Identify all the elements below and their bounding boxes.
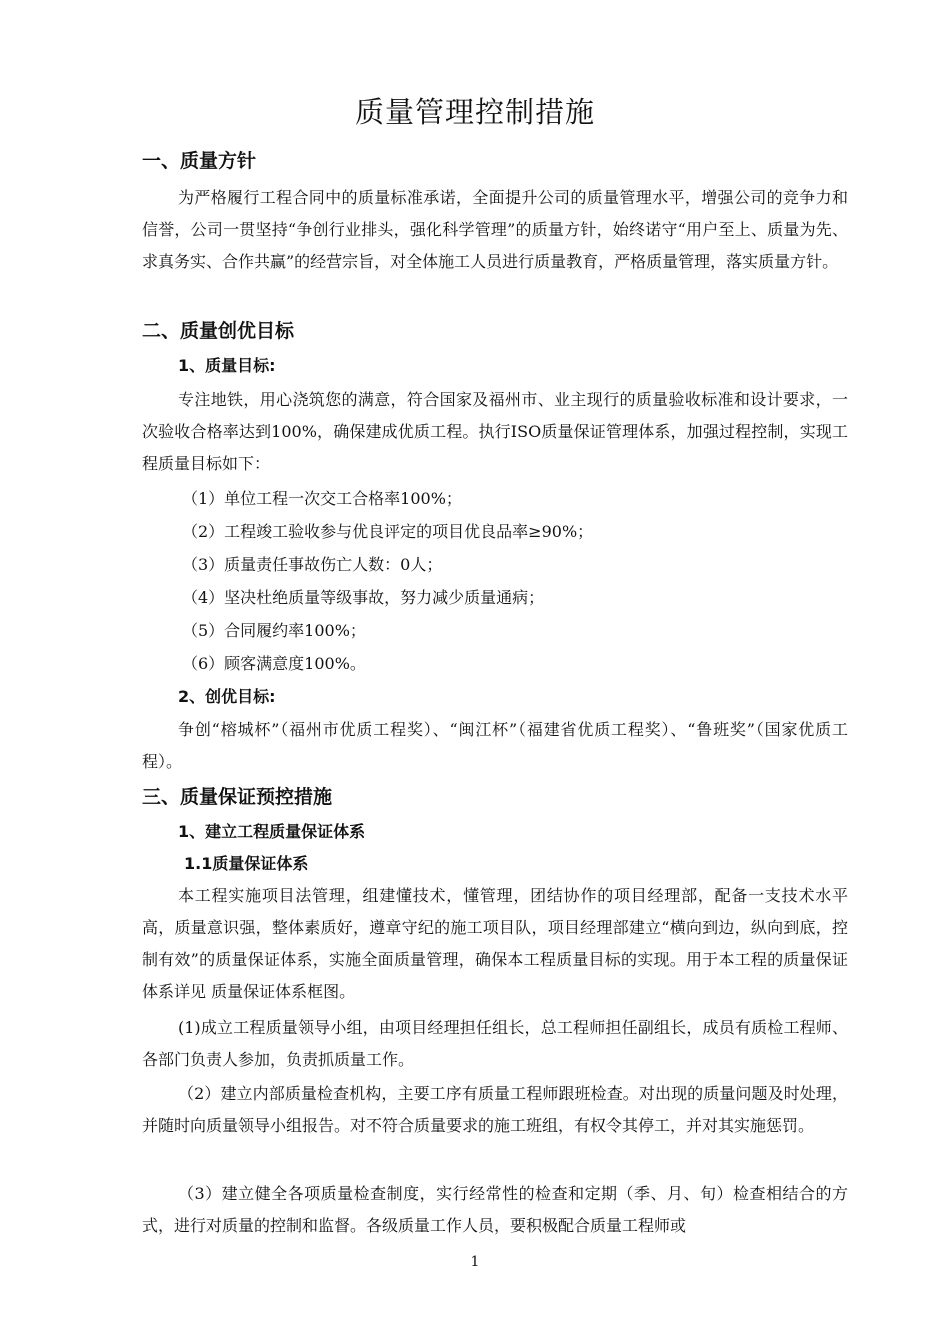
- goal-item: （4）坚决杜绝质量等级事故，努力减少质量通病；: [182, 588, 545, 607]
- goal-item: （6）顾客满意度100%。: [182, 654, 366, 673]
- page-number: 1: [470, 1254, 480, 1270]
- subheading-quality-target: 1、质量目标:: [178, 356, 276, 375]
- subheading-assurance-system-detail: 1.1质量保证体系: [184, 854, 309, 873]
- section-heading-quality-goals: 二、质量创优目标: [142, 320, 295, 342]
- goal-item: （5）合同履约率100%；: [182, 621, 366, 640]
- assurance-paragraph-3: （3）建立健全各项质量检查制度，实行经常性的检查和定期（季、月、旬）检查相结合的方式，进行对质量的控制和监督。各级质量工作人员，要积极配合质量工程师或: [142, 1184, 848, 1235]
- assurance-system-paragraph: 本工程实施项目法管理，组建懂技术，懂管理，团结协作的项目经理部，配备一支技术水平高，质量意识强，整体素质好，遵章守纪的施工项目队，项目经理部建立“横向到边，纵向到底，控制有效”的质量保证体系，实施全面质量管理，确保本工程质量目标的实现。用于本工程的质量保证体系详见 质量保证体系框图。: [142, 886, 848, 1001]
- excellence-target-paragraph: 争创“榕城杯”（福州市优质工程奖）、“闽江杯”（福建省优质工程奖）、“鲁班奖”（国家优质工程）。: [142, 720, 848, 771]
- goal-item: （2）工程竣工验收参与优良评定的项目优良品率≥90%；: [182, 522, 594, 541]
- assurance-paragraph-1: (1)成立工程质量领导小组，由项目经理担任组长，总工程师担任副组长，成员有质检工程师、各部门负责人参加，负责抓质量工作。: [142, 1018, 848, 1069]
- quality-target-paragraph: 专注地铁，用心浇筑您的满意，符合国家及福州市、业主现行的质量验收标准和设计要求，一次验收合格率达到100%，确保建成优质工程。执行ISO质量保证管理体系，加强过程控制，实现工程质量目标如下：: [142, 390, 848, 473]
- document-title: 质量管理控制措施: [354, 95, 595, 129]
- subheading-excellence-target: 2、创优目标:: [178, 687, 276, 706]
- section-heading-quality-assurance: 三、质量保证预控措施: [142, 786, 333, 808]
- subheading-assurance-system: 1、建立工程质量保证体系: [178, 822, 366, 841]
- assurance-paragraph-2: （2）建立内部质量检查机构，主要工序有质量工程师跟班检查。对出现的质量问题及时处理，并随时向质量领导小组报告。对不符合质量要求的施工班组，有权令其停工，并对其实施惩罚。: [142, 1084, 848, 1135]
- goal-item: （3）质量责任事故伤亡人数：0人；: [182, 555, 443, 574]
- quality-policy-paragraph: 为严格履行工程合同中的质量标准承诺，全面提升公司的质量管理水平，增强公司的竞争力和信誉，公司一贯坚持“争创行业排头，强化科学管理”的质量方针，始终诺守“用户至上、质量为先、求真务实、合作共赢”的经营宗旨，对全体施工人员进行质量教育，严格质量管理，落实质量方针。: [142, 188, 848, 271]
- goal-item: （1）单位工程一次交工合格率100%；: [182, 489, 462, 508]
- section-heading-quality-policy: 一、质量方针: [142, 150, 257, 172]
